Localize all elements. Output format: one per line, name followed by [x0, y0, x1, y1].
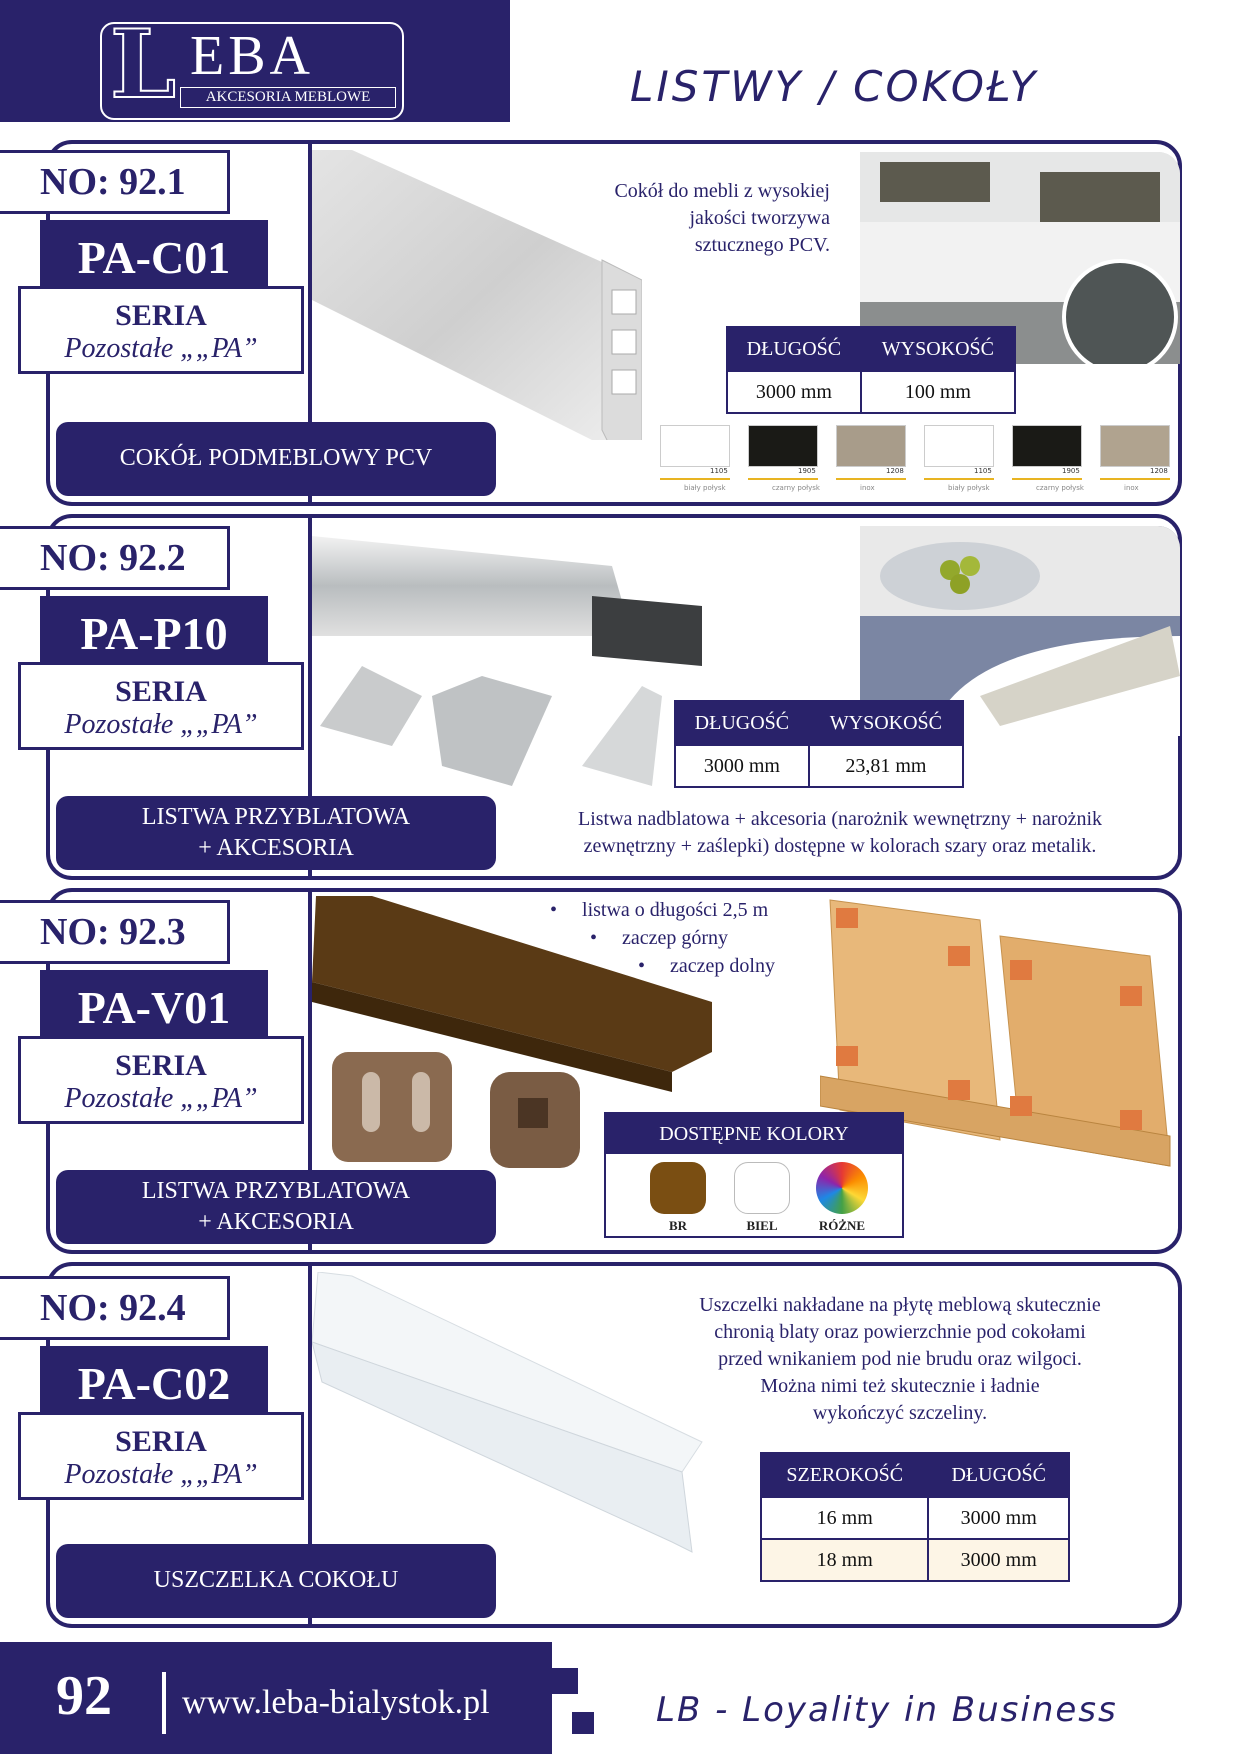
color-swatch: [924, 425, 994, 467]
description-line: Cokół do mebli z wysokiej: [614, 180, 830, 202]
deco-square: [552, 1668, 578, 1694]
color-option: [814, 1162, 870, 1234]
list-item: • zaczep dolny: [638, 955, 775, 977]
table-cell: 3000 mm: [675, 745, 809, 787]
product-name-line: LISTWA PRZYBLATOWA: [141, 1177, 411, 1204]
product-name-line: + AKCESORIA: [198, 835, 354, 861]
color-option: [650, 1162, 706, 1234]
logo-letter: L: [110, 10, 177, 120]
color-swatch: [650, 1162, 706, 1214]
spec-table: [760, 1452, 1070, 1582]
seria-label: SERIA: [115, 1049, 207, 1082]
swatch-label: czarny połysk: [772, 484, 820, 492]
swatch-underline: [924, 478, 994, 480]
swatch-label: inox: [860, 484, 875, 492]
product-name-line: USZCZELKA COKOŁU: [153, 1567, 399, 1594]
description-line: Można nimi też skutecznie i ładnie: [760, 1375, 1040, 1397]
table-header: WYSOKOŚĆ: [809, 701, 963, 745]
deco-square: [484, 66, 508, 90]
feature-list: [550, 896, 775, 980]
seria-box: [18, 662, 304, 750]
seria-label: SERIA: [115, 1425, 207, 1458]
colors-title: DOSTĘPNE KOLORY: [606, 1114, 902, 1154]
swatch-underline: [660, 478, 730, 480]
page-number: 92: [56, 1665, 112, 1727]
product-name: [56, 796, 496, 870]
page-title: LISTWY / COKOŁY: [630, 62, 1039, 111]
product-number: NO: 92.3: [0, 900, 230, 964]
slogan: LB - Loyality in Business: [656, 1690, 1118, 1730]
deco-square: [456, 40, 484, 68]
website-link[interactable]: www.leba-bialystok.pl: [182, 1684, 490, 1721]
table-header: WYSOKOŚĆ: [861, 327, 1015, 371]
leba-logo: [100, 10, 404, 120]
seria-box: [18, 1036, 304, 1124]
swatch-code: 1905: [1062, 467, 1080, 475]
swatch-label: czarny połysk: [1036, 484, 1084, 492]
deco-square: [572, 1712, 594, 1734]
table-cell: 3000 mm: [928, 1539, 1069, 1581]
table-header: DŁUGOŚĆ: [675, 701, 809, 745]
product-description: [520, 806, 1160, 860]
seria-label: SERIA: [115, 675, 207, 708]
list-item: • listwa o długości 2,5 m: [550, 899, 769, 921]
description-line: zewnętrzny + zaślepki) dostępne w kolorach szary oraz metalik.: [583, 835, 1097, 857]
table-header: DŁUGOŚĆ: [928, 1453, 1069, 1497]
swatch-underline: [1012, 478, 1082, 480]
table-cell: 3000 mm: [727, 371, 861, 413]
countertop-strip-image: [312, 526, 732, 796]
table-cell: 23,81 mm: [809, 745, 963, 787]
seria-box: [18, 1412, 304, 1500]
product-name-line: LISTWA PRZYBLATOWA: [141, 803, 411, 830]
color-label: BR: [668, 1218, 688, 1233]
table-cell: 16 mm: [761, 1497, 928, 1539]
list-item: • zaczep górny: [590, 927, 729, 949]
description-line: Listwa nadblatowa + akcesoria (narożnik wewnętrzny + narożnik: [577, 808, 1103, 830]
seria-box: [18, 286, 304, 374]
product-name: [56, 1170, 496, 1244]
swatch-underline: [1100, 478, 1170, 480]
seal-strip-image: [312, 1272, 712, 1562]
list-item-text: zaczep dolny: [670, 955, 775, 977]
description-line: sztucznego PCV.: [694, 234, 830, 256]
seria-subtitle: Pozostałe „„PA”: [64, 1083, 258, 1114]
color-label: BIEL: [746, 1218, 778, 1233]
product-code: PA-P10: [40, 596, 268, 672]
swatch-code: 1208: [1150, 467, 1168, 475]
logo-text: EBA: [190, 25, 314, 87]
product-name-line: COKÓŁ PODMEBLOWY PCV: [119, 445, 433, 472]
seria-label: SERIA: [115, 299, 207, 332]
product-code: PA-C01: [40, 220, 268, 296]
description-line: jakości tworzywa: [689, 207, 830, 229]
list-item-text: listwa o długości 2,5 m: [582, 899, 769, 921]
color-swatch: [1100, 425, 1170, 467]
product-code: PA-V01: [40, 970, 268, 1046]
color-wheel-icon: [816, 1162, 868, 1214]
table-header: DŁUGOŚĆ: [727, 327, 861, 371]
logo-subtitle: AKCESORIA MEBLOWE: [180, 87, 396, 108]
list-item-text: zaczep górny: [622, 927, 729, 949]
description-line: wykończyć szczeliny.: [812, 1402, 988, 1424]
available-colors: [604, 1112, 904, 1238]
spec-table: [726, 326, 1016, 414]
color-swatch: [734, 1162, 790, 1214]
product-description: [660, 1292, 1140, 1427]
product-number: NO: 92.4: [0, 1276, 230, 1340]
color-label: RÓŻNE: [818, 1218, 866, 1233]
swatch-code: 1208: [886, 467, 904, 475]
seria-subtitle: Pozostałe „„PA”: [64, 709, 258, 740]
swatch-underline: [836, 478, 906, 480]
color-swatch: [660, 425, 730, 467]
swatch-label: biały połysk: [684, 484, 726, 492]
swatch-code: 1105: [974, 467, 992, 475]
color-swatch: [748, 425, 818, 467]
footer-divider: [162, 1672, 166, 1734]
table-header: SZEROKOŚĆ: [761, 1453, 928, 1497]
color-swatch: [836, 425, 906, 467]
description-line: przed wnikaniem pod nie brudu oraz wilgoci.: [718, 1348, 1082, 1370]
product-description: [560, 178, 830, 259]
table-cell: 18 mm: [761, 1539, 928, 1581]
swatch-label: biały połysk: [948, 484, 990, 492]
product-code: PA-C02: [40, 1346, 268, 1422]
seria-subtitle: Pozostałe „„PA”: [64, 333, 258, 364]
description-line: Uszczelki nakładane na płytę meblową skutecznie: [699, 1294, 1101, 1316]
spec-table: [674, 700, 964, 788]
swatch-label: inox: [1124, 484, 1139, 492]
table-cell: 3000 mm: [928, 1497, 1069, 1539]
product-name-line: + AKCESORIA: [198, 1209, 354, 1235]
color-option: [734, 1162, 790, 1234]
seria-subtitle: Pozostałe „„PA”: [64, 1459, 258, 1490]
swatch-underline: [748, 478, 818, 480]
deco-square: [460, 92, 480, 112]
product-number: NO: 92.2: [0, 526, 230, 590]
swatch-code: 1105: [710, 467, 728, 475]
description-line: chronią blaty oraz powierzchnie pod cokołami: [714, 1321, 1086, 1343]
table-cell: 100 mm: [861, 371, 1015, 413]
swatch-code: 1905: [798, 467, 816, 475]
product-number: NO: 92.1: [0, 150, 230, 214]
color-swatch: [1012, 425, 1082, 467]
